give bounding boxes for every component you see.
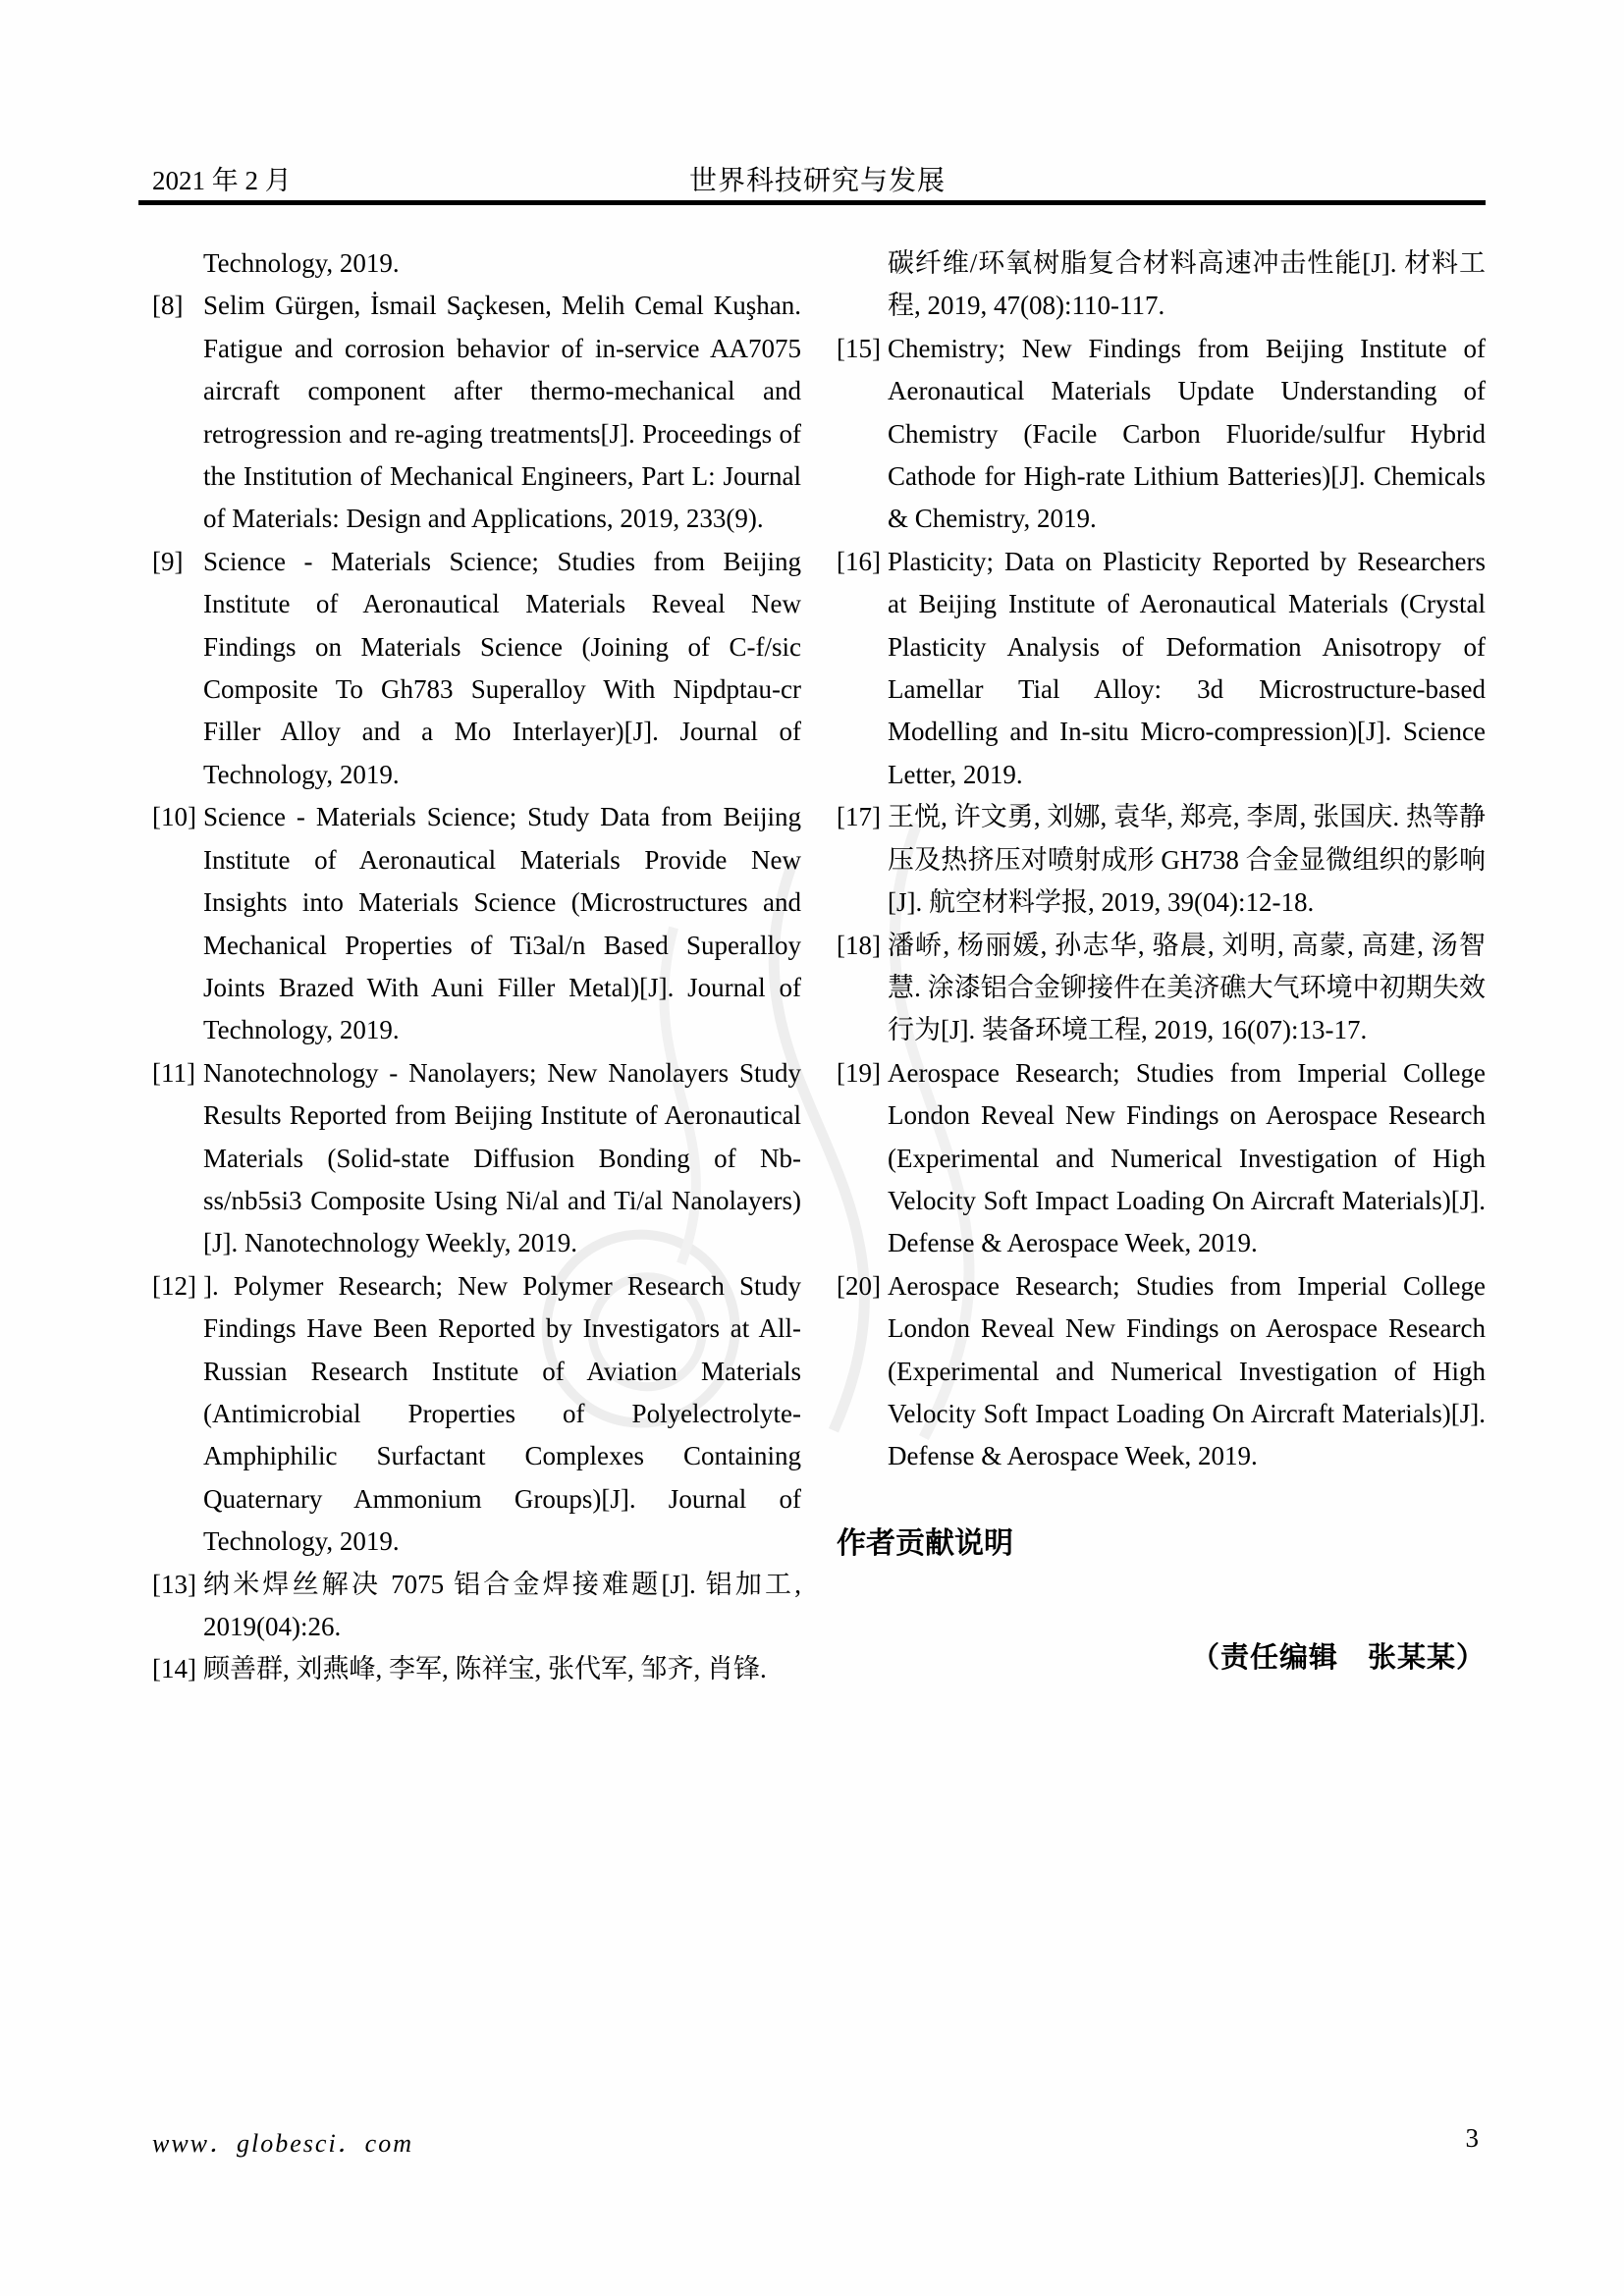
reference-number: [13] xyxy=(152,1569,196,1599)
reference-item xyxy=(152,1265,801,1564)
reference-text: Chemistry; New Findings from Beijing Institute of Aeronautical Materials Update Understanding of Chemistry (Facile Carbon Fluoride/sulfur Hybrid Cathode for High-rate Lithium Batteries)[J]. Chemicals & Chemistry, 2019. xyxy=(888,333,1486,534)
page-number: 3 xyxy=(1465,2123,1479,2153)
reference-text: 纳米焊丝解决 7075 铝合金焊接难题[J]. 铝加工, 2019(04):26. xyxy=(203,1569,801,1641)
reference-list-right xyxy=(837,242,1486,1478)
reference-item xyxy=(837,1052,1486,1265)
reference-item xyxy=(837,242,1486,328)
page-header xyxy=(152,159,1483,198)
reference-text: 碳纤维/环氧树脂复合材料高速冲击性能[J]. 材料工程, 2019, 47(08):110-117. xyxy=(888,248,1486,321)
reference-item xyxy=(152,1648,801,1690)
reference-item xyxy=(837,328,1486,541)
issue-date: 2021 年 2 月 xyxy=(152,166,292,195)
reference-item xyxy=(152,242,801,285)
reference-number: [18] xyxy=(837,930,881,960)
reference-item xyxy=(152,285,801,540)
reference-number: [11] xyxy=(152,1057,195,1088)
reference-text: 顾善群, 刘燕峰, 李军, 陈祥宝, 张代军, 邹齐, 肖锋. xyxy=(203,1654,767,1684)
reference-item xyxy=(837,541,1486,796)
reference-text: Science - Materials Science; Study Data from Beijing Institute of Aeronautical Materials Provide New Insights into Materials Science (Microstructures and Mechanical Properties of Ti3al/n Based Superalloy Joints Brazed With Auni Filler Metal)[J]. Journal of Technology, 2019. xyxy=(203,802,801,1045)
reference-number: [20] xyxy=(837,1270,881,1301)
reference-text: Aerospace Research; Studies from Imperial College London Reveal New Findings on Aerospace Research (Experimental and Numerical Investigation of High Velocity Soft Impact Loading On Aircraft Materials)[J]. Defense & Aerospace Week, 2019. xyxy=(888,1057,1486,1258)
reference-item xyxy=(837,1265,1486,1478)
page-footer xyxy=(152,2123,1479,2159)
reference-number: [15] xyxy=(837,333,881,363)
reference-text: 潘峤, 杨丽媛, 孙志华, 骆晨, 刘明, 高蒙, 高建, 汤智慧. 涂漆铝合金铆接件在美济礁大气环境中初期失效行为[J]. 装备环境工程, 2019, 16(07):13-17. xyxy=(888,930,1486,1045)
references-section xyxy=(152,242,1486,1691)
website-url: www．globesci．com xyxy=(152,2129,413,2158)
reference-item xyxy=(152,796,801,1051)
reference-list-left xyxy=(152,242,801,1691)
reference-text: Aerospace Research; Studies from Imperial College London Reveal New Findings on Aerospace Research (Experimental and Numerical Investigation of High Velocity Soft Impact Loading On Aircraft Materials)[J]. Defense & Aerospace Week, 2019. xyxy=(888,1270,1486,1471)
reference-item xyxy=(152,1052,801,1265)
reference-number: [16] xyxy=(837,546,881,576)
reference-number: [17] xyxy=(837,802,881,832)
reference-number: [10] xyxy=(152,802,196,832)
reference-number: [12] xyxy=(152,1270,196,1301)
responsible-editor-note: （责任编辑 张某某） xyxy=(1190,1641,1486,1674)
reference-text: Nanotechnology - Nanolayers; New Nanolayers Study Results Reported from Beijing Institute of Aeronautical Materials (Solid-state Diffusion Bonding of Nb-ss/nb5si3 Composite Using Ni/al and Ti/al Nanolayers)[J]. Nanotechnology Weekly, 2019. xyxy=(203,1057,801,1258)
header-divider xyxy=(138,200,1486,205)
reference-number: [9] xyxy=(152,546,184,576)
right-column xyxy=(837,242,1486,1691)
reference-text: Technology, 2019. xyxy=(203,248,400,278)
reference-text: 王悦, 许文勇, 刘娜, 袁华, 郑亮, 李周, 张国庆. 热等静压及热挤压对喷射成形 GH738 合金显微组织的影响[J]. 航空材料学报, 2019, 39(04):12-18. xyxy=(888,802,1486,918)
reference-item xyxy=(837,925,1486,1052)
reference-number: [8] xyxy=(152,291,184,321)
reference-number: [19] xyxy=(837,1057,881,1088)
reference-number: [14] xyxy=(152,1654,196,1684)
reference-text: Plasticity; Data on Plasticity Reported by Researchers at Beijing Institute of Aeronautical Materials (Crystal Plasticity Analysis of Deformation Anisotropy of Lamellar Tial Alloy: 3d Microstructure-based Modelling and In-situ Micro-compression)[J]. Science Letter, 2019. xyxy=(888,546,1486,789)
author-contribution-heading: 作者贡献说明 xyxy=(837,1526,1013,1560)
reference-text: Selim Gürgen, İsmail Saçkesen, Melih Cemal Kuşhan. Fatigue and corrosion behavior of in-service AA7075 aircraft component after thermo-mechanical and retrogression and re-aging treatments[J]. Proceedings of the Institution of Mechanical Engineers, Part L: Journal of Materials: Design and Applications, 2019, 233(9). xyxy=(203,291,801,534)
reference-item xyxy=(152,1564,801,1649)
journal-title: 世界科技研究与发展 xyxy=(688,166,946,196)
reference-item xyxy=(152,541,801,796)
left-column xyxy=(152,242,801,1691)
reference-item xyxy=(837,796,1486,924)
reference-text: ]. Polymer Research; New Polymer Research Study Findings Have Been Reported by Investigators at All-Russian Research Institute of Aviation Materials (Antimicrobial Properties of Polyelectrolyte-Amphiphilic Surfactant Complexes Containing Quaternary Ammonium Groups)[J]. Journal of Technology, 2019. xyxy=(203,1270,801,1557)
reference-text: Science - Materials Science; Studies from Beijing Institute of Aeronautical Materials Reveal New Findings on Materials Science (Joining of C-f/sic Composite To Gh783 Superalloy With Nipdptau-cr Filler Alloy and a Mo Interlayer)[J]. Journal of Technology, 2019. xyxy=(203,546,801,789)
